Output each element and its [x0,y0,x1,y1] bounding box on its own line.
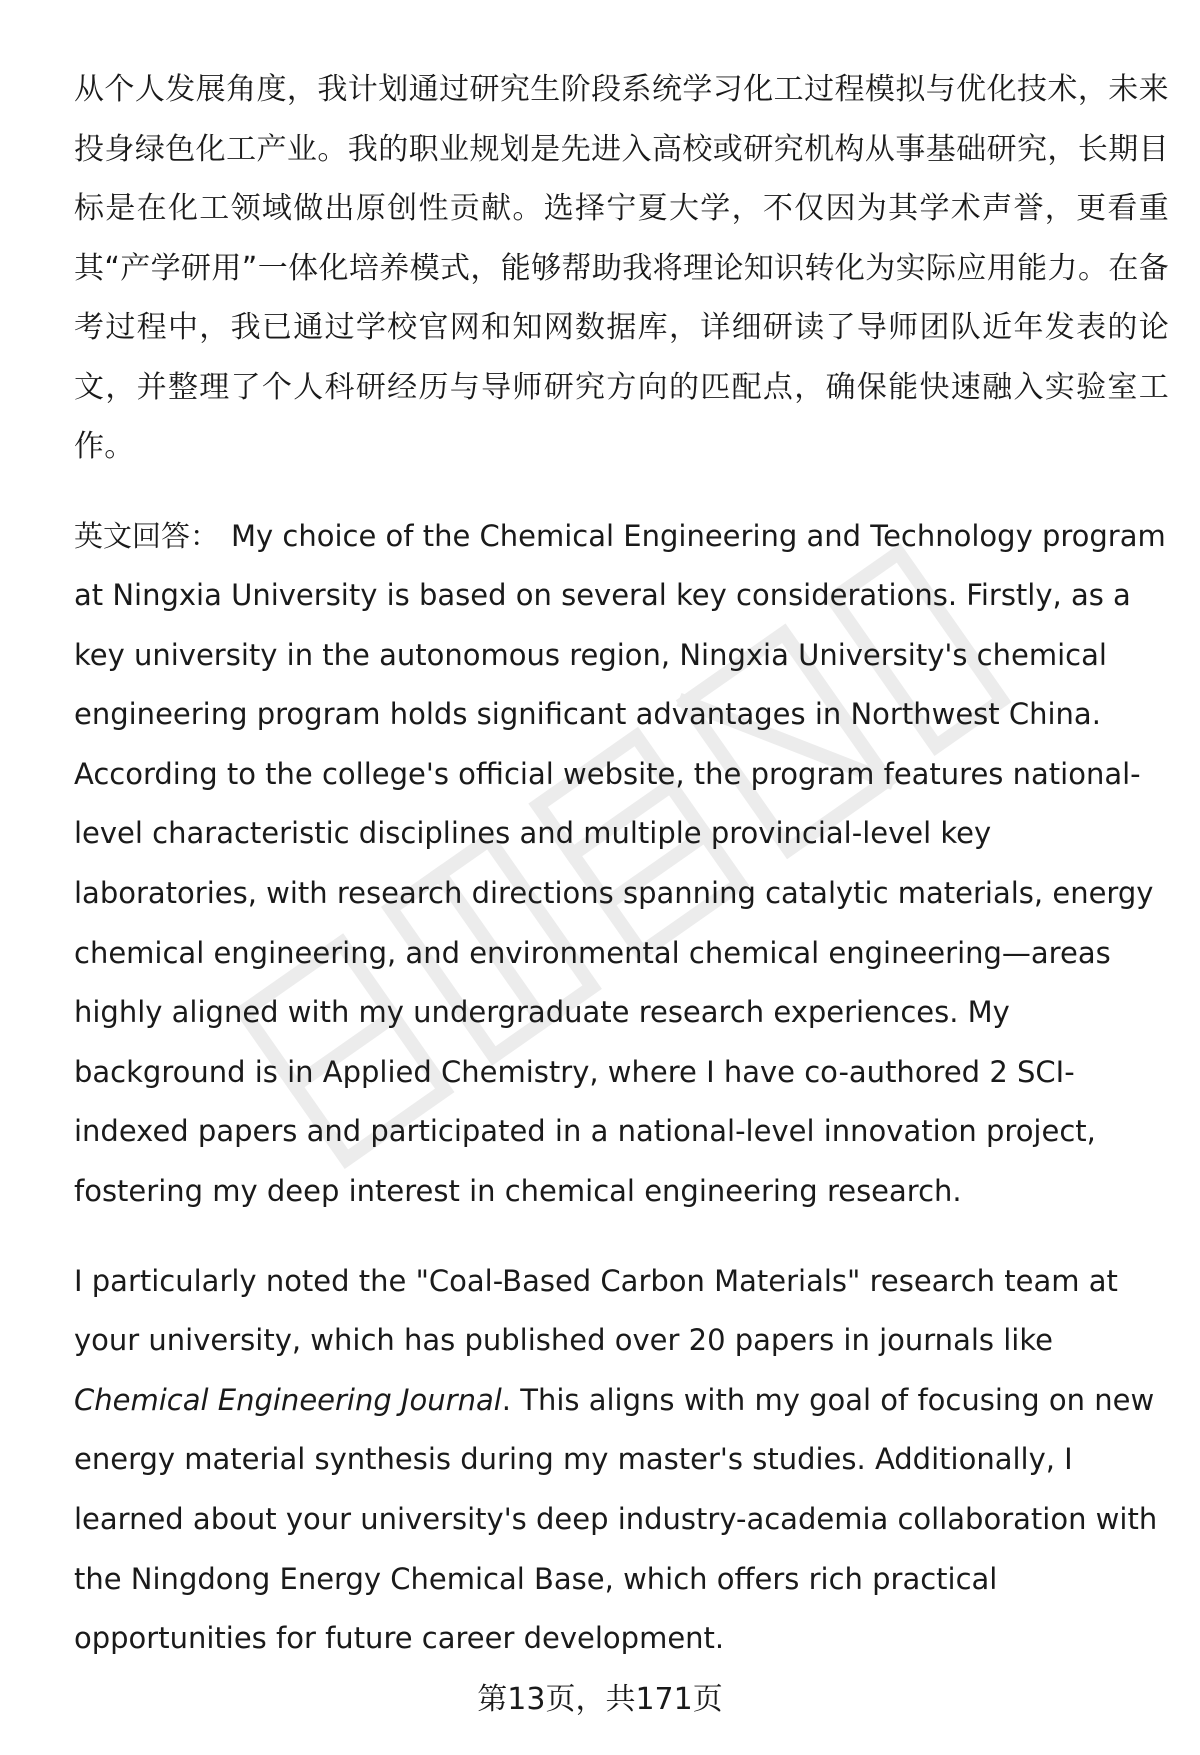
english-answer-label: 英文回答： [74,518,220,553]
paragraph-spacer [74,1222,1169,1252]
chinese-paragraph: 从个人发展角度，我计划通过研究生阶段系统学习化工过程模拟与优化技术，未来投身绿色化工产业。我的职业规划是先进入高校或研究机构从事基础研究，长期目标是在化工领域做出原创性贡献。选择宁夏大学，不仅因为其学术声誉，更看重其“产学研用”一体化培养模式，能够帮助我将理论知识转化为实际应用能力。在备考过程中，我已通过学校官网和知网数据库，详细研读了导师团队近年发表的论文，并整理了个人科研经历与导师研究方向的匹配点，确保能快速融入实验室工作。 [74,72,1169,464]
paragraph-text-start: I particularly noted the "Coal-Based Carbon Materials" research team at your university, which has published over 20 papers in journals like [74,1263,1118,1358]
page-number: 第13页，共171页 [477,1682,723,1717]
paragraph-spacer [74,477,1169,507]
english-answer-paragraph [74,507,1169,1222]
document-body [74,60,1169,1669]
english-answer-text: My choice of the Chemical Engineering and Technology program at Ningxia University is based on several key considerations. Firstly, as a key university in the autonomous region, Ningxia University's chemical engineering program holds significant advantages in Northwest China. According to the college's official website, the program features national-level characteristic disciplines and multiple provincial-level key laboratories, with research directions spanning catalytic materials, energy chemical engineering, and environmental chemical engineering—areas highly aligned with my undergraduate research experiences. My background is in Applied Chemistry, where I have co-authored 2 SCI-indexed papers and participated in a national-level innovation project, fostering my deep interest in chemical engineering research. [74,518,1166,1209]
paragraph-text-end: . This aligns with my goal of focusing on new energy material synthesis during my master's studies. Additionally, I learned about your university's deep industry-academia collaboration with the Ningdong Energy Chemical Base, which offers rich practical opportunities for future career development. [74,1382,1158,1656]
research-team-paragraph [74,1252,1169,1669]
journal-name: Chemical Engineering Journal [74,1382,502,1417]
page-footer [0,1680,1200,1720]
